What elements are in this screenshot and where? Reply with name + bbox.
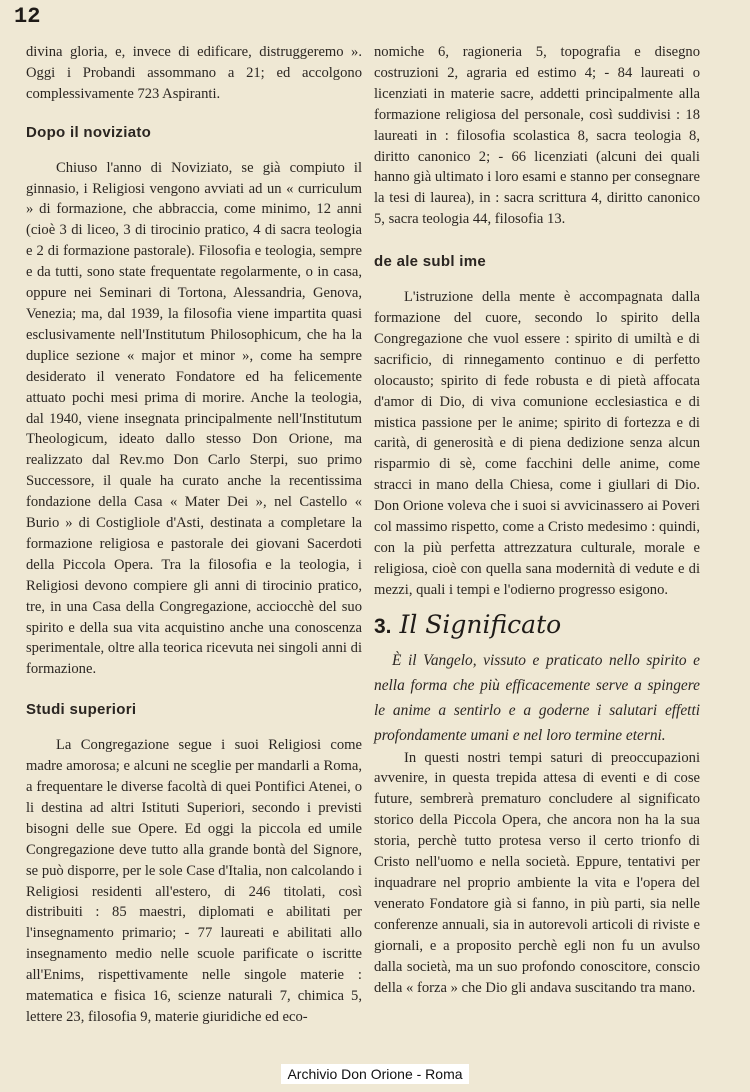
left-column bbox=[26, 42, 362, 1028]
paragraph-significato: In questi nostri tempi saturi di preoccupazioni avvenire, in questa trepida attesa di eventi e di cose future, sembrerà prematuro concludere al significato storico della Piccola Opera, che ancora non ha la sua storia, perchè tutto protesa verso il certo trionfo di Cristo nell'uomo e nella società. Eppure, tentativi per inquadrare nel proprio ambiente la vita e l'opera del venerato Fondatore già si fanno, in più parti, sia nelle conferenze annuali, sia in autorevoli articoli di riviste e giornali, e a proposito perchè egli non fu un avulso dalla società, ma un suo profondo conoscitore, conscio della « forza » che Dio gli andava suscitando tra mano. bbox=[374, 749, 700, 996]
continuation-paragraph: nomiche 6, ragioneria 5, topografia e disegno costruzioni 2, agraria ed estimo 4; - 84 laureati o licenziati in materie sacre, addetti principalmente alla formazione religiosa del personale, così suddivisi : 18 laureati in : filosofia scolastica 8, sacra teologia 8, diritto canonico 2; - 66 licenziati (alcuni dei quali hanno già ultimato i loro esami e stanno per consegnare la tesi di laurea), in : sacra scrittura 4, diritto canonico 5, sacra teologia 44, filosofia 13. bbox=[374, 44, 700, 228]
section-number: 3. bbox=[374, 614, 392, 638]
footer bbox=[0, 1056, 750, 1092]
section-title-text: Il Significato bbox=[399, 609, 562, 639]
lead-paragraph: È il Vangelo, vissuto e praticato nello spirito e nella forma che più efficacemente serve a spingere le anime a sentirlo e a goderne i salutari effetti profondamente umani e nel loro termine eterni. bbox=[374, 651, 700, 744]
heading-ideale-sublime: de ale subl ime bbox=[374, 253, 487, 271]
paragraph-noviziato: Chiuso l'anno di Noviziato, se già compiuto il ginnasio, i Religiosi vengono avviati ad un « curriculum » di formazione, che abbraccia, come minimo, 12 anni (cioè 3 di liceo, 3 di tirocinio pratico, 4 di sacra teologia e 2 di formazione pastorale). Filosofia e teologia, sempre e da tutti, sono state frequentate regolarmente, o in casa, oppure nei Seminari di Tortona, Alessandria, Genova, Venezia; ma, dal 1939, la filosofia viene impartita quasi esclusivamente nell'Institutum Philosophicum, che ha la duplice sezione « major et minor », come ha sempre desiderato il venerato Fondatore ed ha felicemente attuato pochi mesi prima di morire. Anche la teologia, dal 1940, viene insegnata principalmente nell'Institutum Theologicum, ideato dallo stesso Don Orione, ma realizzato dal Rev.mo Don Carlo Sterpi, suo primo Successore, il quale ha curato anche la recentissima fondazione della Casa « Mater Dei », nel Castello « Burio » di Costigliole d'Asti, destinata a completare la formazione religiosa e pastorale dei giovani Sacerdoti della Piccola Opera. Tra la filosofia e la teologia, i Religiosi devono compiere gli anni di tirocinio pratico, tre, in una Casa della Congregazione, acciocchè del suo spirito e della sua vita acquistino anche una conoscenza sperimentale, oltre alla teorica ricevuta nei singoli anni di formazione. bbox=[26, 159, 362, 678]
right-column bbox=[374, 42, 700, 998]
paragraph-ideale: L'istruzione della mente è accompagnata dalla formazione del cuore, secondo lo spirito della Congregazione che vuol essere : spirito di umiltà e di sacrificio, di rinnegamento continuo e di perfetto olocausto; spirito di fede robusta e di pietà affocata d'amor di Dio, di viva comunione ecclesiastica e di mistica passione per le anime; spirito di fortezza e di carità, di generosità e di piena dedizione senza alcun risparmio di sè, come facchini delle anime, come stracci in mano della Chiesa, come i giullari di Dio. Don Orione voleva che i suoi si avvicinassero ai Poveri col massimo rispetto, come a Cristo medesimo : quindi, con la più perfetta attrezzatura culturale, morale e religiosa, cioè con quella sana modernità di vedute e di mezzi, quali i tempi e l'odierno progresso esigono. bbox=[374, 289, 700, 598]
intro-paragraph: divina gloria, e, invece di edificare, distruggeremo ». Oggi i Probandi assommano a 21; ed accolgono complessivamente 723 Aspiranti. bbox=[26, 44, 362, 102]
page-number: 12 bbox=[14, 4, 41, 29]
archive-label: Archivio Don Orione - Roma bbox=[281, 1064, 468, 1084]
heading-dopo-il-noviziato: Dopo il noviziato bbox=[26, 123, 152, 141]
heading-studi-superiori: Studi superiori bbox=[26, 701, 137, 719]
paragraph-studi-superiori: La Congregazione segue i suoi Religiosi come madre amorosa; e alcuni ne sceglie per mandarli a Roma, a frequentare le diverse facoltà di quei Pontifici Atenei, o li destina ad altri Istituti Superiori, secondo i previsti bisogni delle sue Opere. Ed oggi la piccola ed umile Congregazione deve tutto alla grande bontà del Signore, se può disporre, per le sole Case d'Italia, non calcolando i Religiosi residenti all'estero, di 246 titolati, così distribuiti : 85 maestri, diplomati e abilitati per l'insegnamento primario; - 77 laureati e abilitati allo insegnamento medio nelle scuole parificate o iscritte all'Enims, rispettivamente nelle singole materie : matematica e fisica 16, scienze naturali 7, chimica 5, lettere 23, filosofia 9, materie giuridiche ed eco- bbox=[26, 737, 362, 1025]
section-title bbox=[374, 609, 700, 639]
